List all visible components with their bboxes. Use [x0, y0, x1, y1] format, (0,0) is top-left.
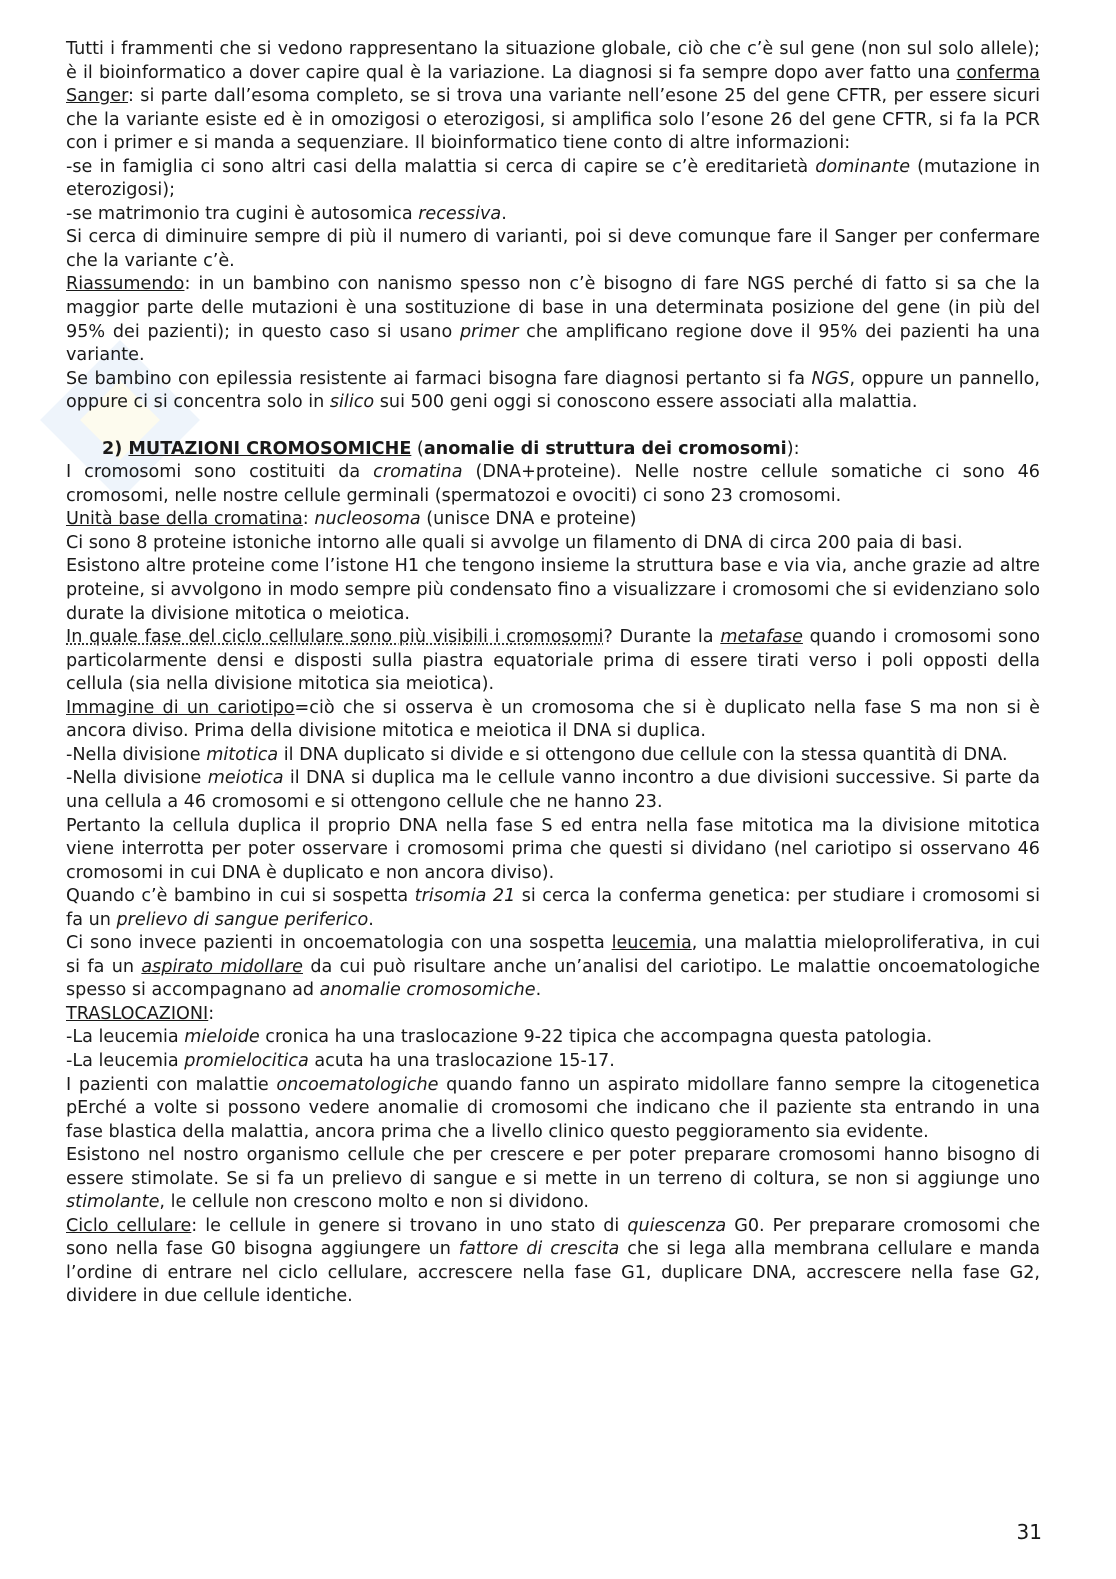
paragraph: In quale fase del ciclo cellulare sono più visibili i cromosomi? Durante la metafase quando i cromosomi sono particolarmente densi e disposti sulla piastra equatoriale prima di essere tirati verso i poli opposti della cellula (sia nella divisione mitotica sia meiotica). — [66, 627, 1040, 695]
section-heading: 2) MUTAZIONI CROMOSOMICHE (anomalie di struttura dei cromosomi): — [102, 438, 800, 459]
page-number: 31 — [1016, 1520, 1042, 1544]
paragraph: Tutti i frammenti che si vedono rappresentano la situazione globale, ciò che c’è sul gene (non sul solo allele); è il bioinformatico a dover capire qual è la variazione. La diagnosi si fa sempre dopo aver fatto una conferma Sanger: si parte dall’esoma completo, se si trova una variante nell’esone 25 del gene CFTR, per essere sicuri che la variante esiste ed è in omozigosi o eterozigosi, si amplifica solo l’esone 26 del gene CFTR, si fa la PCR con i primer e si manda a sequenziare. Il bioinformatico tiene conto di altre informazioni: — [66, 39, 1040, 154]
paragraph: Esistono altre proteine come l’istone H1 che tengono insieme la struttura base e via via, anche grazie ad altre proteine, si avvolgono in modo sempre più condensato fino a visualizzare i cromosomi che si evidenziano solo durate la divisione mitotica o meiotica. — [66, 556, 1040, 624]
paragraph: Ciclo cellulare: le cellule in genere si trovano in uno stato di quiescenza G0. Per preparare cromosomi che sono nella fase G0 bisogna aggiungere un fattore di crescita che si lega alla membrana cellulare e manda l’ordine di entrare nel ciclo cellulare, accrescere nella fase G1, duplicare DNA, accrescere nella fase G2, dividere in due cellule identiche. — [66, 1215, 1041, 1307]
paragraph: -Nella divisione mitotica il DNA duplicato si divide e si ottengono due cellule con la stessa quantità di DNA. — [66, 744, 1008, 765]
paragraph: Ci sono invece pazienti in oncoematologia con una sospetta leucemia, una malattia mieloproliferativa, in cui si fa un aspirato midollare da cui può risultare anche un’analisi del cariotipo. Le malattie oncoematologiche spesso si accompagnano ad anomalie cromosomiche. — [66, 933, 1040, 1001]
paragraph: Unità base della cromatina: nucleosoma (unisce DNA e proteine) — [66, 509, 637, 530]
paragraph: -se in famiglia ci sono altri casi della malattia si cerca di capire se c’è ereditarietà dominante (mutazione in eterozigosi); — [66, 156, 1041, 201]
paragraph: Esistono nel nostro organismo cellule che per crescere e per poter preparare cromosomi hanno bisogno di essere stimolate. Se si fa un prelievo di sangue e si mette in un terreno di coltura, se non si aggiunge uno stimolante, le cellule non crescono molto e non si dividono. — [66, 1145, 1040, 1213]
paragraph: Si cerca di diminuire sempre di più il numero di varianti, poi si deve comunque fare il Sanger per confermare che la variante c’è. — [66, 227, 1040, 271]
paragraph: I cromosomi sono costituiti da cromatina (DNA+proteine). Nelle nostre cellule somatiche ci sono 46 cromosomi, nelle nostre cellule germinali (spermatozoi e ovociti) ci sono 23 cromosomi. — [66, 462, 1040, 506]
paragraph: Se bambino con epilessia resistente ai farmaci bisogna fare diagnosi pertanto si fa NGS, oppure un pannello, oppure ci si concentra solo in silico sui 500 geni oggi si conoscono essere associati alla malattia. — [66, 368, 1040, 413]
paragraph: Riassumendo: in un bambino con nanismo spesso non c’è bisogno di fare NGS perché di fatto si sa che la maggior parte delle mutazioni è una sostituzione di base in una determinata posizione del gene (in più del 95% dei pazienti); in questo caso si usano primer che amplificano regione dove il 95% dei pazienti ha una variante. — [66, 274, 1040, 366]
paragraph: TRASLOCAZIONI: — [66, 1003, 215, 1024]
paragraph: -La leucemia mieloide cronica ha una traslocazione 9-22 tipica che accompagna questa patologia. — [66, 1027, 933, 1048]
paragraph: -Nella divisione meiotica il DNA si duplica ma le cellule vanno incontro a due divisioni successive. Si parte da una cellula a 46 cromosomi e si ottengono cellule che ne hanno 23. — [66, 768, 1040, 812]
paragraph: Pertanto la cellula duplica il proprio DNA nella fase S ed entra nella fase mitotica ma la divisione mitotica viene interrotta per poter osservare i cromosomi prima che questi si dividano (nel cariotipo si osservano 46 cromosomi in cui DNA è duplicato e non ancora diviso). — [66, 815, 1040, 883]
paragraph: Ci sono 8 proteine istoniche intorno alle quali si avvolge un filamento di DNA di circa 200 paia di basi. — [66, 532, 963, 553]
paragraph: -La leucemia promielocitica acuta ha una traslocazione 15-17. — [66, 1050, 615, 1071]
paragraph: I pazienti con malattie oncoematologiche quando fanno un aspirato midollare fanno sempre la citogenetica pErché a volte si possono vedere anomalie di cromosomi che indicano che il paziente sta entrando in una fase blastica della malattia, ancora prima che a livello clinico questo peggioramento sia evidente. — [66, 1074, 1040, 1142]
document-body — [66, 38, 1040, 1309]
paragraph: Immagine di un cariotipo=ciò che si osserva è un cromosoma che si è duplicato nella fase S ma non si è ancora diviso. Prima della divisione mitotica e meiotica il DNA si duplica. — [66, 697, 1040, 742]
paragraph: Quando c’è bambino in cui si sospetta trisomia 21 si cerca la conferma genetica: per studiare i cromosomi si fa un prelievo di sangue periferico. — [66, 886, 1040, 930]
paragraph: -se matrimonio tra cugini è autosomica recessiva. — [66, 203, 507, 224]
